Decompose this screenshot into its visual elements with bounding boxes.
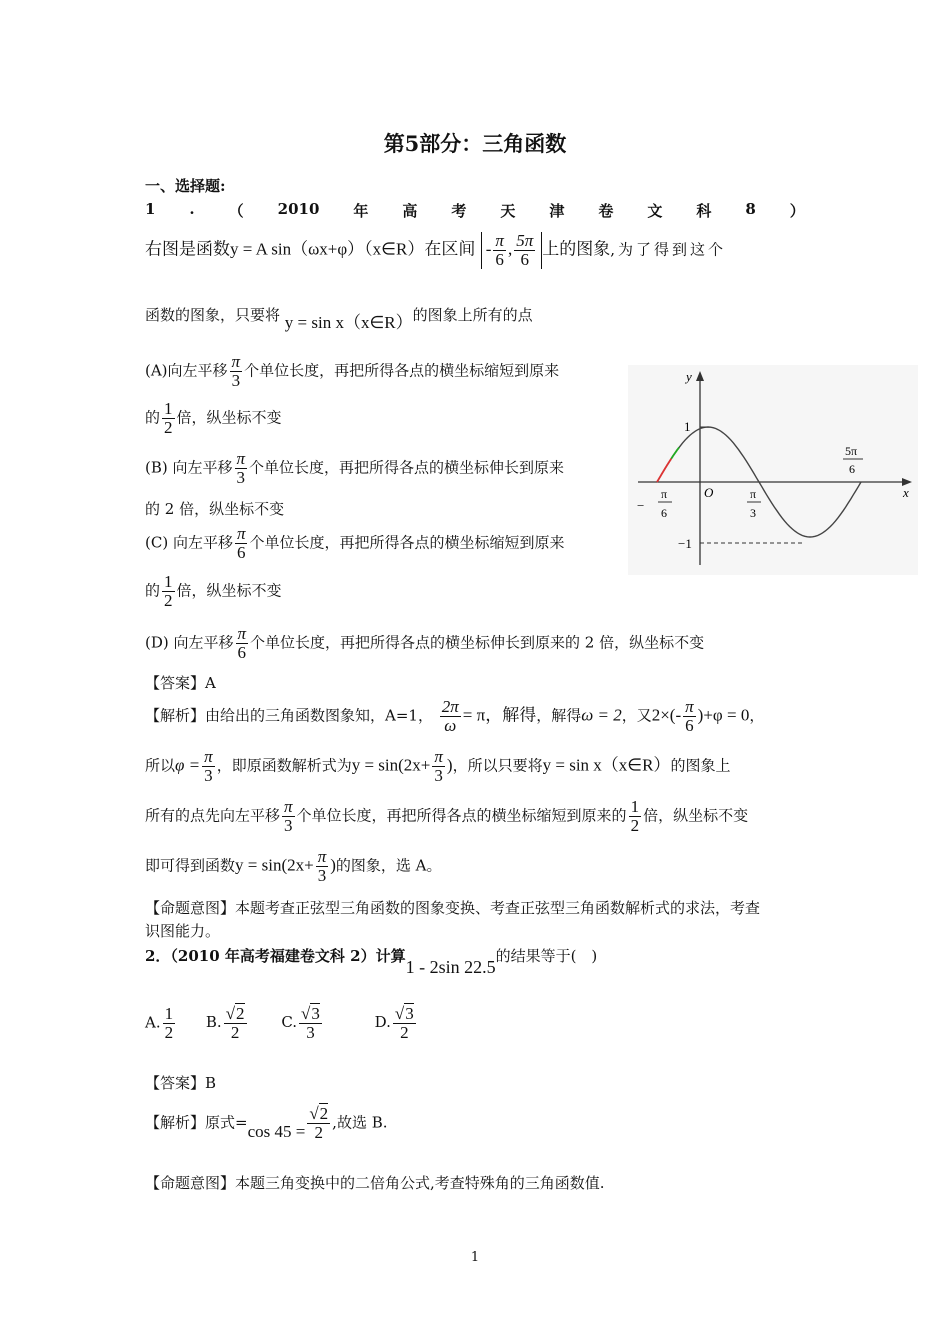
option-a-line1: (A)向左平移 $\frac{\pi}{3}$ 个单位长度，再把所得各点的横坐标缩短到原来 xyxy=(145,352,560,390)
q1-intent-line1: 【命题意图】本题考查正弦型三角函数的图象变换、考查正弦型三角函数解析式的求法，考查 xyxy=(145,899,761,917)
page-number: 1 xyxy=(470,1250,480,1265)
q1-analysis-line1: 【解析】由给出的三角函数图象知，A=1， $\frac{2\pi}{\omega}$ = π，解得，解得ω = 2，又2×(- $\frac{\pi}{6}$ )+φ = 0， xyxy=(145,697,765,735)
x-axis-label: x xyxy=(903,485,909,500)
label-neg-pi6-den: 6 xyxy=(661,506,667,520)
q2-options: A. $\frac{1}{2}$ B. $\frac{√2}{2}$ C. $\frac{√3}{3}$ D. $\frac{√3}{2}$ xyxy=(145,1004,414,1042)
q1-header-char: 卷 xyxy=(598,202,614,220)
q2-intent: 【命题意图】本题三角变换中的二倍角公式,考查特殊角的三角函数值. xyxy=(145,1174,605,1192)
option-c-line1: (C) 向左平移 $\frac{\pi}{6}$ 个单位长度，再把所得各点的横坐标缩短到原来 xyxy=(145,524,565,562)
q1-header-char: 天 xyxy=(500,202,516,220)
label-5pi6-den: 6 xyxy=(849,462,855,476)
option-b-line1: (B) 向左平移 $\frac{\pi}{3}$ 个单位长度，再把所得各点的横坐标伸长到原来 xyxy=(145,449,565,487)
q1-header-char: （ xyxy=(228,202,244,220)
q1-stem-line1: 右图是函数y = A sin（ωx+φ）（x∈R）在区间 - $\frac{\pi}{6}$ , $\frac{5\pi}{6}$ 上的图象,为了得到这个 xyxy=(145,231,726,269)
q2-stem: 2．（2010 年高考福建卷文科 2）计算1 - 2sin 22.5的结果等于( ) xyxy=(145,947,598,977)
label-neg-sign: − xyxy=(637,498,645,513)
q1-header-char: 津 xyxy=(549,202,565,220)
q1-header xyxy=(145,200,805,221)
y-axis-label: y xyxy=(686,369,692,384)
q1-header-char: 考 xyxy=(451,202,467,220)
sine-graph xyxy=(628,365,918,575)
page-title: 第5部分：三角函数 xyxy=(383,131,567,156)
q1-answer: 【答案】A xyxy=(145,674,216,692)
q1-analysis-line4: 即可得到函数y = sin(2x+ $\frac{\pi}{3}$ )的图象，选 A。 xyxy=(145,847,442,885)
q1-header-char: 8 xyxy=(745,200,756,218)
label-5pi6-num: 5π xyxy=(845,444,858,458)
option-d-line: (D) 向左平移 $\frac{\pi}{6}$ 个单位长度，再把所得各点的横坐标伸长到原来的 2 倍，纵坐标不变 xyxy=(145,624,705,662)
q2-analysis: 【解析】原式=cos 45 = $\frac{√2}{2}$ ,故选 B. xyxy=(145,1104,388,1142)
q2-answer: 【答案】B xyxy=(145,1074,217,1092)
q1-header-char: 2010 xyxy=(277,200,320,218)
q1-header-char: ） xyxy=(789,202,805,220)
q1-analysis-line3: 所有的点先向左平移 $\frac{\pi}{3}$ 个单位长度，再把所得各点的横坐标缩短到原来的 $\frac{1}{2}$ 倍，纵坐标不变 xyxy=(145,797,749,835)
q1-header-char: 科 xyxy=(696,202,712,220)
q1-header-char: 1 xyxy=(145,200,156,218)
option-c-line2: 的 $\frac{1}{2}$ 倍，纵坐标不变 xyxy=(145,572,282,610)
section-heading: 一、选择题: xyxy=(145,177,226,195)
q1-intent-line2: 识图能力。 xyxy=(145,922,221,940)
q1-header-char: . xyxy=(189,200,195,218)
label-neg-pi6-num: π xyxy=(661,487,668,501)
label-pi3-num: π xyxy=(750,487,757,501)
label-origin: O xyxy=(704,485,714,500)
label-pi3-den: 3 xyxy=(750,506,756,520)
label-neg-one: −1 xyxy=(678,536,692,551)
q1-stem-line2: 函数的图象，只要将 y = sin x（x∈R）的图象上所有的点 xyxy=(145,306,533,332)
option-b-line2: 的 2 倍，纵坐标不变 xyxy=(145,500,285,518)
q1-analysis-line2: 所以φ = $\frac{\pi}{3}$ ，即原函数解析式为y = sin(2x+ $\frac{\pi}{3}$ )，所以只要将y = sin x（x∈R）的图象上 xyxy=(145,747,731,785)
option-a-line2: 的 $\frac{1}{2}$ 倍，纵坐标不变 xyxy=(145,399,282,437)
q1-header-char: 文 xyxy=(647,202,663,220)
q1-header-char: 高 xyxy=(402,202,418,220)
interval-bracket: - $\frac{\pi}{6}$ , $\frac{5\pi}{6}$ xyxy=(481,232,542,269)
q1-header-char: 年 xyxy=(353,202,369,220)
label-one: 1 xyxy=(684,419,691,434)
